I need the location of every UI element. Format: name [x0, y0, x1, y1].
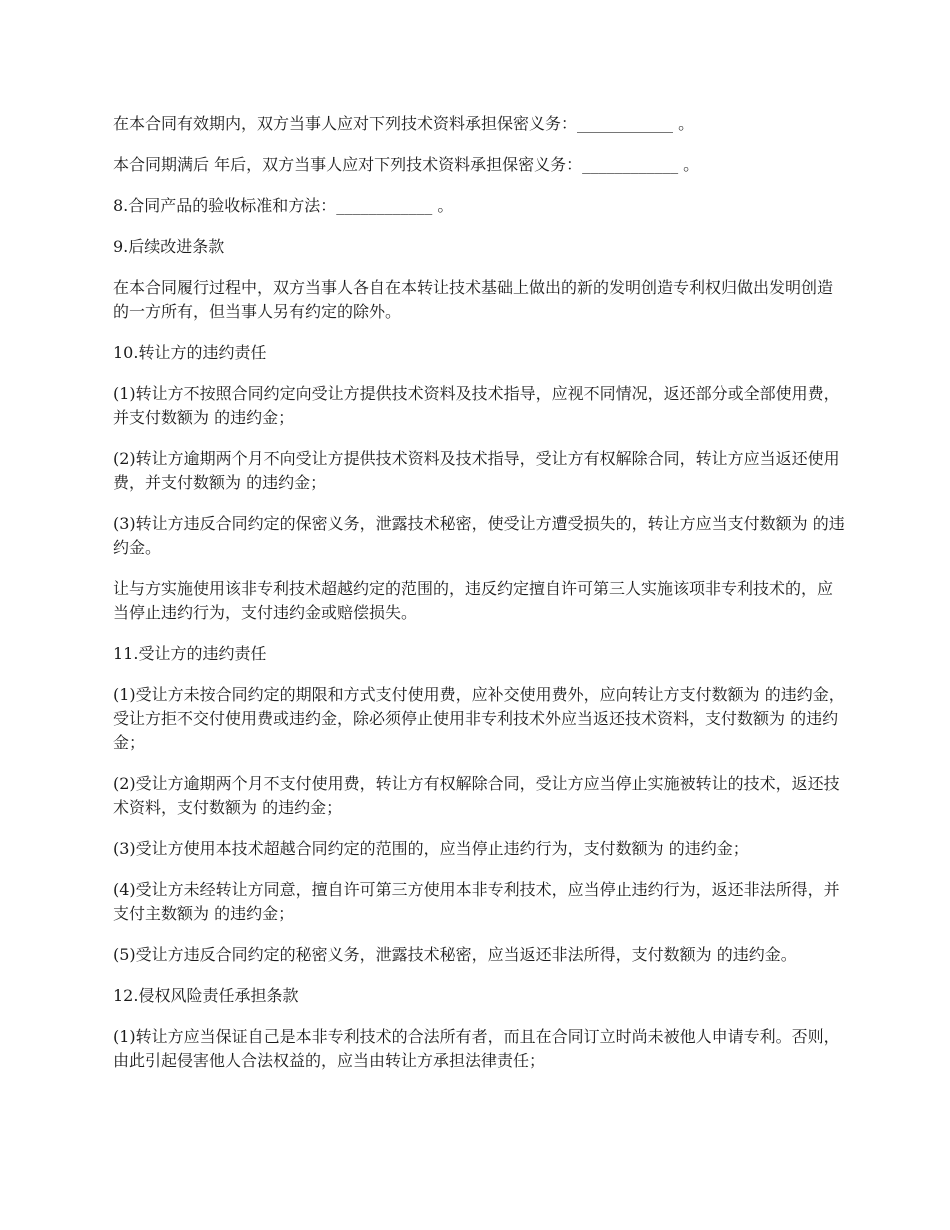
clause-11-item-4: (4)受让方未经转让方同意，擅自许可第三方使用本非专利技术，应当停止违约行为，返还非法所得，并支付主数额为 的违约金；	[113, 880, 840, 923]
clause-10-note: 让与方实施使用该非专利技术超越约定的范围的，违反约定擅自许可第三人实施该项非专利技术的，应当停止违约行为，支付违约金或赔偿损失。	[113, 579, 834, 622]
clause-11-heading: 11.受让方的违约责任	[113, 644, 267, 663]
confidentiality-during-term: 在本合同有效期内，双方当事人应对下列技术资料承担保密义务：____________ 。	[113, 114, 695, 133]
confidentiality-after-term: 本合同期满后 年后，双方当事人应对下列技术资料承担保密义务：____________ 。	[113, 155, 700, 174]
clause-11-item-1: (1)受让方未按合同约定的期限和方式支付使用费，应补交使用费外，应向转让方支付数额为 的违约金，受让方拒不交付使用费或违约金，除必须停止使用非专利技术外应当返还技术资料，支付数额为 的违约金；	[113, 685, 845, 752]
clause-10-item-2: (2)转让方逾期两个月不向受让方提供技术资料及技术指导，受让方有权解除合同，转让方应当返还使用费，并支付数额为 的违约金；	[113, 449, 840, 492]
clause-8-acceptance: 8.合同产品的验收标准和方法：____________ 。	[113, 196, 454, 215]
clause-11-item-2: (2)受让方逾期两个月不支付使用费，转让方有权解除合同，受让方应当停止实施被转让的技术，返还技术资料，支付数额为 的违约金；	[113, 774, 840, 817]
clause-10-item-3: (3)转让方违反合同约定的保密义务，泄露技术秘密，使受让方遭受损失的，转让方应当支付数额为 的违约金。	[113, 514, 845, 557]
clause-10-item-1: (1)转让方不按照合同约定向受让方提供技术资料及技术指导，应视不同情况，返还部分或全部使用费，并支付数额为 的违约金；	[113, 384, 840, 427]
clause-12-heading: 12.侵权风险责任承担条款	[113, 986, 299, 1005]
clause-9-body: 在本合同履行过程中，双方当事人各自在本转让技术基础上做出的新的发明创造专利权归做出发明创造的一方所有，但当事人另有约定的除外。	[113, 278, 834, 321]
document-page	[113, 112, 845, 1090]
clause-9-heading: 9.后续改进条款	[113, 237, 225, 256]
clause-10-heading: 10.转让方的违约责任	[113, 343, 267, 362]
clause-11-item-5: (5)受让方违反合同约定的秘密义务，泄露技术秘密，应当返还非法所得，支付数额为 的违约金。	[113, 945, 797, 964]
clause-11-item-3: (3)受让方使用本技术超越合同约定的范围的，应当停止违约行为，支付数额为 的违约金；	[113, 839, 749, 858]
clause-12-item-1: (1)转让方应当保证自己是本非专利技术的合法所有者，而且在合同订立时尚未被他人申请专利。否则，由此引起侵害他人合法权益的，应当由转让方承担法律责任；	[113, 1027, 840, 1070]
